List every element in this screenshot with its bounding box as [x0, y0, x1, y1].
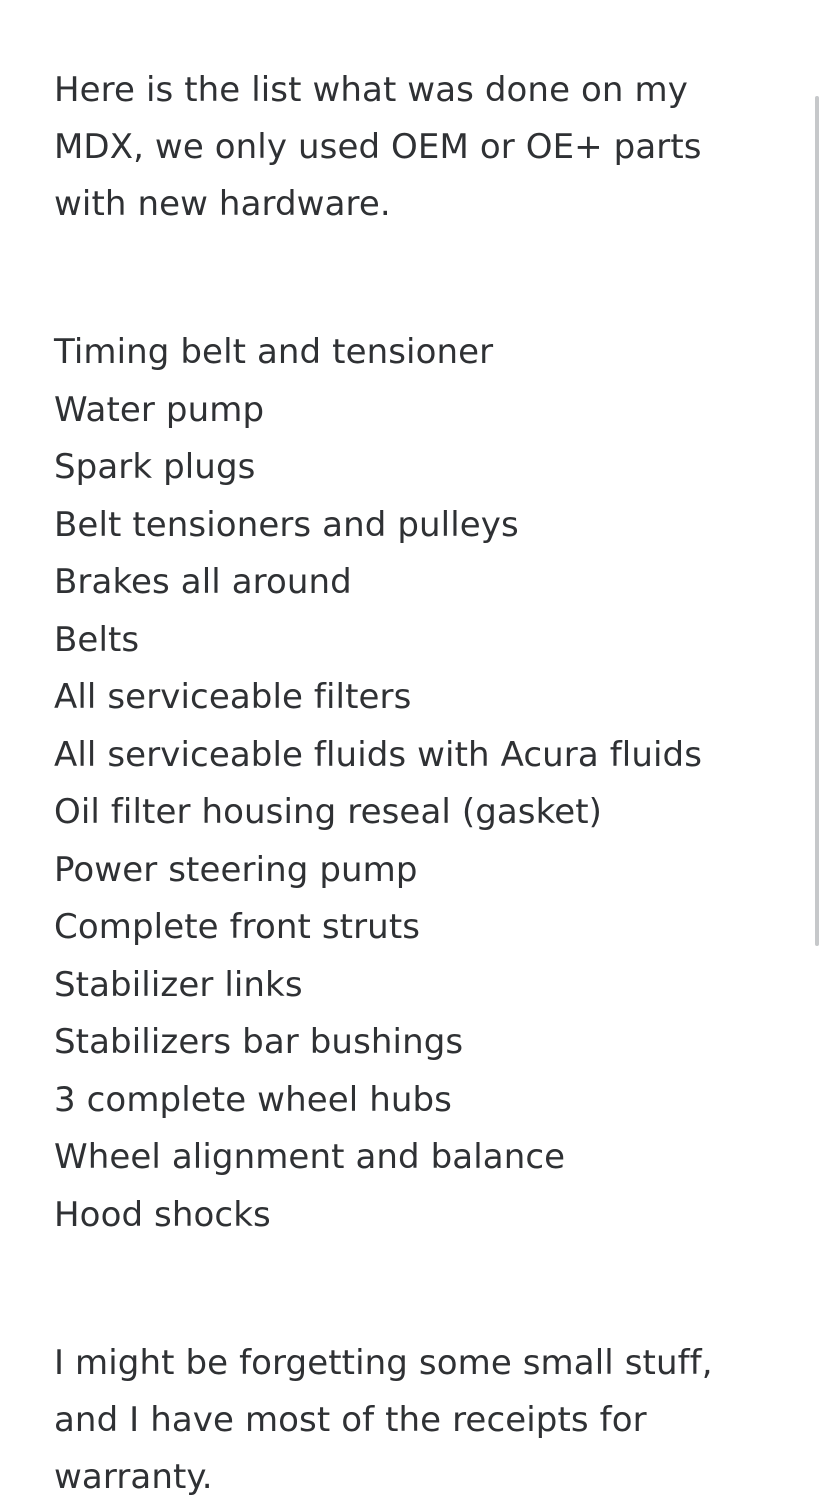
list-item: Oil filter housing reseal (gasket): [54, 792, 603, 832]
vertical-scrollbar[interactable]: [815, 96, 819, 1336]
list-item: Spark plugs: [54, 447, 256, 487]
list-item: Wheel alignment and balance: [54, 1137, 566, 1177]
list-item: Water pump: [54, 389, 265, 430]
list-item: 3 complete wheel hubs: [54, 1079, 452, 1120]
list-item: Power steering pump: [54, 849, 418, 890]
paragraph-spacer-bottom: [54, 1244, 757, 1301]
list-item: Timing belt and tensioner: [54, 332, 494, 372]
scrollbar-thumb[interactable]: [815, 96, 819, 946]
intro-paragraph: Here is the list what was done on my MDX, we only used OEM or OE+ parts with new hardware.: [54, 70, 713, 224]
list-item: Belt tensioners and pulleys: [54, 504, 519, 545]
paragraph-spacer-top: [54, 267, 757, 324]
list-item: Stabilizer links: [54, 964, 303, 1005]
list-item: Stabilizers bar bushings: [54, 1022, 464, 1062]
service-item-list: [54, 324, 757, 1244]
list-item: Brakes all around: [54, 562, 352, 602]
list-item: All serviceable filters: [54, 677, 412, 717]
list-item: Belts: [54, 619, 140, 660]
list-item: All serviceable fluids with Acura fluids: [54, 734, 703, 775]
list-item: Hood shocks: [54, 1194, 271, 1235]
list-item: Complete front struts: [54, 907, 421, 947]
closing-paragraph: I might be forgetting some small stuff, and I have most of the receipts for warranty.: [54, 1343, 724, 1497]
